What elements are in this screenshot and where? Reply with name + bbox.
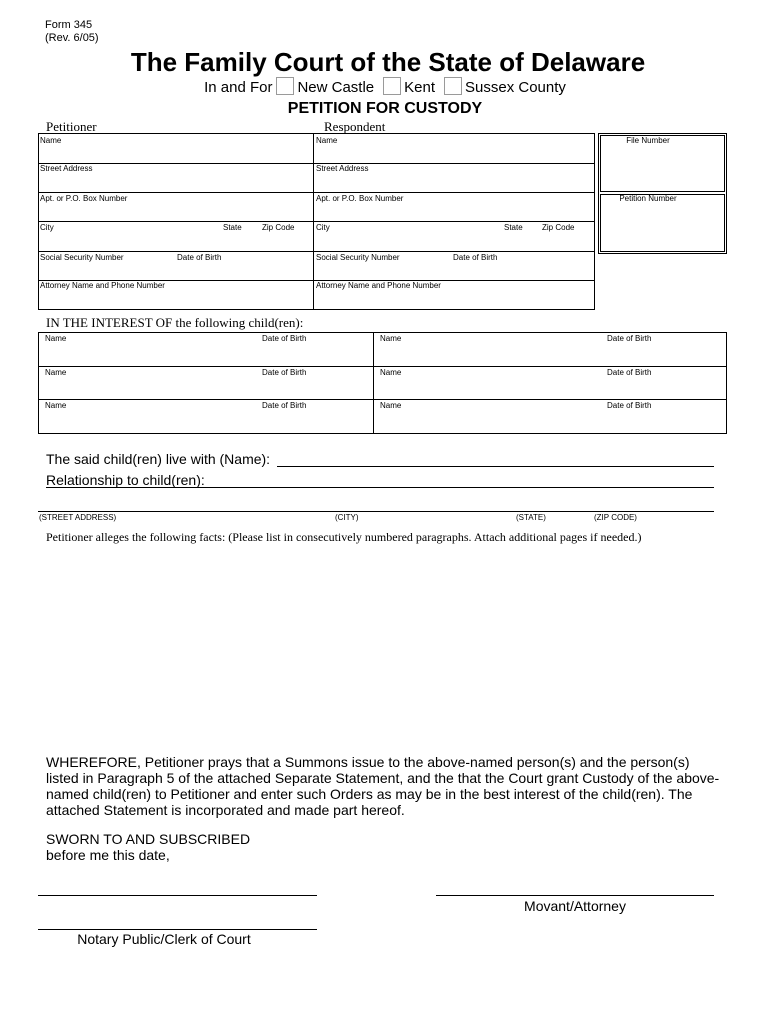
respondent-ssn-field[interactable]: Social Security Number [316, 253, 400, 262]
street-address-caption: (STREET ADDRESS) [39, 513, 117, 522]
child-1-dob-field[interactable]: Date of Birth [262, 334, 307, 343]
respondent-heading: Respondent [324, 119, 386, 134]
child-2-name-field[interactable]: Name [380, 334, 402, 343]
sworn-line-1: SWORN TO AND SUBSCRIBED [46, 831, 251, 847]
petition-number-field[interactable]: Petition Number [619, 194, 677, 203]
zip-caption: (ZIP CODE) [594, 513, 637, 522]
notary-signature-line[interactable] [38, 929, 317, 930]
kent-checkbox[interactable] [383, 77, 401, 95]
children-heading: IN THE INTEREST OF the following child(ren): [46, 315, 304, 330]
petitioner-name-field[interactable]: Name [40, 136, 62, 145]
petitioner-attorney-field[interactable]: Attorney Name and Phone Number [40, 281, 165, 290]
form-number: Form 345 [45, 19, 93, 31]
child-1-name-field[interactable]: Name [45, 334, 67, 343]
child-3-dob-field[interactable]: Date of Birth [262, 368, 307, 377]
city-caption: (CITY) [335, 513, 359, 522]
respondent-state-field[interactable]: State [504, 223, 523, 232]
facts-instructions: Petitioner alleges the following facts: (Please list in consecutively numbered paragraphs. Attach additional pages if needed.) [46, 530, 642, 544]
child-5-dob-field[interactable]: Date of Birth [262, 401, 307, 410]
county-selector [0, 77, 770, 96]
file-number-field[interactable]: File Number [626, 136, 670, 145]
respondent-apt-field[interactable]: Apt. or P.O. Box Number [316, 194, 404, 203]
live-with-label: The said child(ren) live with (Name): [46, 451, 271, 467]
child-4-name-field[interactable]: Name [380, 368, 402, 377]
child-4-dob-field[interactable]: Date of Birth [607, 368, 652, 377]
notary-label: Notary Public/Clerk of Court [77, 931, 251, 947]
respondent-city-field[interactable]: City [316, 223, 330, 232]
child-2-dob-field[interactable]: Date of Birth [607, 334, 652, 343]
respondent-street-field[interactable]: Street Address [316, 164, 369, 173]
children-table [38, 332, 727, 434]
new-castle-checkbox[interactable] [276, 77, 294, 95]
petitioner-city-field[interactable]: City [40, 223, 54, 232]
petitioner-street-field[interactable]: Street Address [40, 164, 93, 173]
respondent-dob-field[interactable]: Date of Birth [453, 253, 498, 262]
form-revision: (Rev. 6/05) [45, 32, 99, 44]
petitioner-ssn-field[interactable]: Social Security Number [40, 253, 124, 262]
wherefore-paragraph: WHEREFORE, Petitioner prays that a Summons issue to the above-named person(s) and the person(s) listed in Paragraph 5 of the attached Separate Statement, and the that the Court grant Custody of the above-named child(ren) to Petitioner and enter such Orders as may be in the best interest of the child(ren). The attached Statement is incorporated and made part hereof. [46, 754, 720, 818]
state-caption: (STATE) [516, 513, 546, 522]
child-6-dob-field[interactable]: Date of Birth [607, 401, 652, 410]
sworn-line-2: before me this date, [46, 847, 170, 863]
relationship-line[interactable] [46, 487, 714, 488]
movant-signature-line[interactable] [436, 895, 714, 896]
petitioner-zip-field[interactable]: Zip Code [262, 223, 295, 232]
child-6-name-field[interactable]: Name [380, 401, 402, 410]
kent-label: Kent [404, 79, 436, 96]
address-line[interactable] [38, 511, 714, 512]
respondent-name-field[interactable]: Name [316, 136, 338, 145]
live-with-line[interactable] [277, 466, 714, 467]
petitioner-heading: Petitioner [46, 119, 97, 134]
sussex-label: Sussex County [465, 79, 566, 96]
respondent-attorney-field[interactable]: Attorney Name and Phone Number [316, 281, 441, 290]
relationship-label: Relationship to child(ren): [46, 472, 205, 488]
facts-area[interactable] [46, 548, 714, 748]
petitioner-apt-field[interactable]: Apt. or P.O. Box Number [40, 194, 128, 203]
movant-label: Movant/Attorney [524, 898, 626, 914]
court-title: The Family Court of the State of Delaware [130, 47, 646, 77]
notary-signature-line-upper[interactable] [38, 895, 317, 896]
respondent-zip-field[interactable]: Zip Code [542, 223, 575, 232]
in-and-for-label: In and For [204, 79, 273, 96]
petitioner-dob-field[interactable]: Date of Birth [177, 253, 222, 262]
child-5-name-field[interactable]: Name [45, 401, 67, 410]
petitioner-state-field[interactable]: State [223, 223, 242, 232]
new-castle-label: New Castle [297, 79, 375, 96]
sussex-checkbox[interactable] [444, 77, 462, 95]
child-3-name-field[interactable]: Name [45, 368, 67, 377]
petition-title: PETITION FOR CUSTODY [287, 100, 483, 117]
